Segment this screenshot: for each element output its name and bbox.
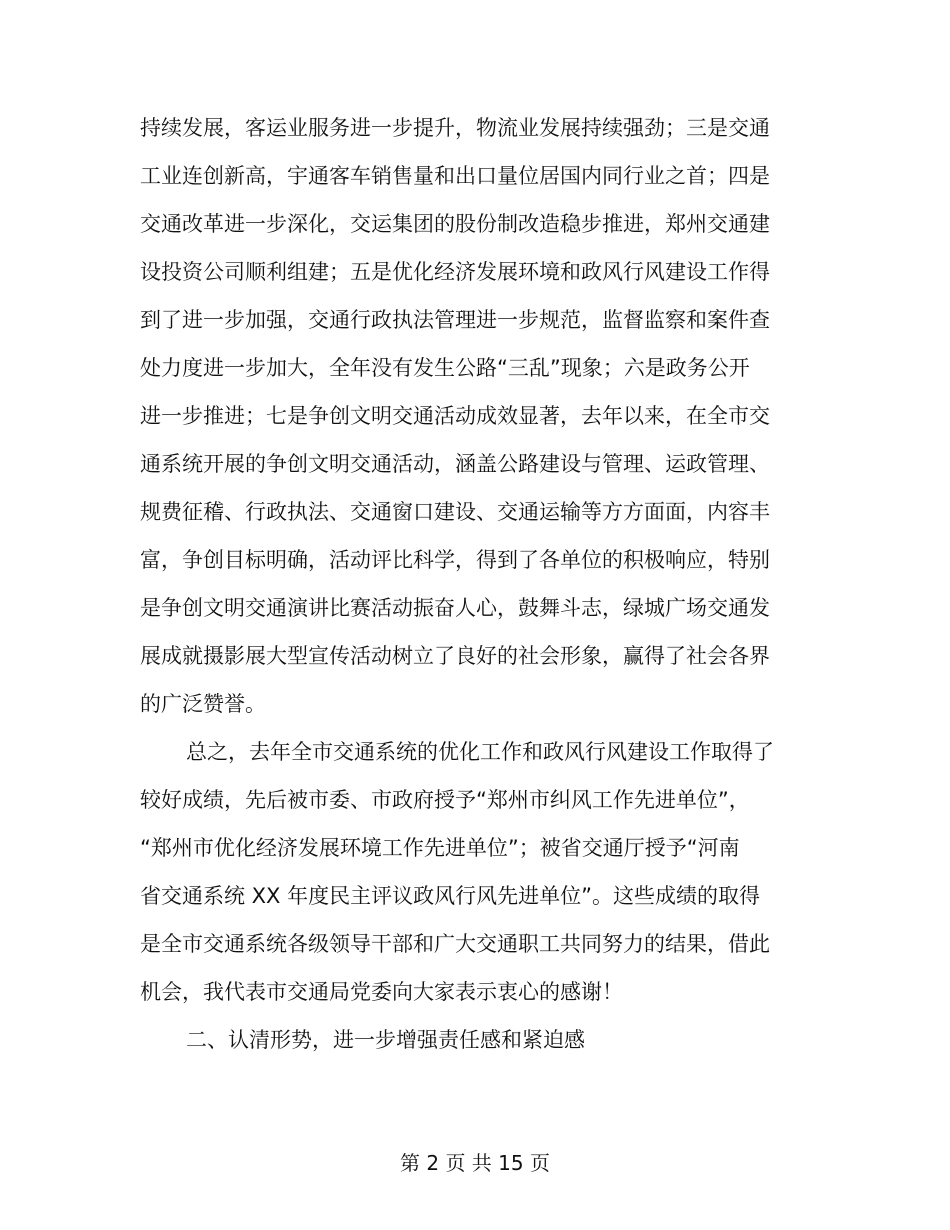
paragraph-line: 是全市交通系统各级领导干部和广大交通职工共同努力的结果，借此 — [140, 932, 770, 956]
paragraph-line: 到了进一步加强，交通行政执法管理进一步规范，监督监察和案件查 — [140, 308, 770, 332]
paragraph-line: 通系统开展的争创文明交通活动，涵盖公路建设与管理、运政管理、 — [140, 452, 770, 476]
paragraph-line: 设投资公司顺利组建；五是优化经济发展环境和政风行风建设工作得 — [140, 260, 770, 284]
paragraph-line: 交通改革进一步深化，交运集团的股份制改造稳步推进，郑州交通建 — [140, 212, 770, 236]
paragraph-line: 总之，去年全市交通系统的优化工作和政风行风建设工作取得了 — [186, 740, 774, 764]
paragraph-line: 处力度进一步加大，全年没有发生公路“三乱”现象；六是政务公开 — [140, 356, 750, 380]
paragraph-line: 展成就摄影展大型宣传活动树立了良好的社会形象，赢得了社会各界 — [140, 644, 770, 668]
paragraph-line: “郑州市优化经济发展环境工作先进单位”；被省交通厅授予“河南 — [140, 836, 740, 860]
paragraph-line: 省交通系统 XX 年度民主评议政风行风先进单位”。这些成绩的取得 — [140, 884, 760, 908]
paragraph-line: 工业连创新高，宇通客车销售量和出口量位居国内同行业之首；四是 — [140, 164, 770, 188]
paragraph-line: 机会，我代表市交通局党委向大家表示衷心的感谢！ — [140, 980, 623, 1004]
paragraph-line: 持续发展，客运业服务进一步提升，物流业发展持续强劲；三是交通 — [140, 116, 770, 140]
paragraph-line: 规费征稽、行政执法、交通窗口建设、交通运输等方方面面，内容丰 — [140, 500, 770, 524]
paragraph-line: 是争创文明交通演讲比赛活动振奋人心，鼓舞斗志，绿城广场交通发 — [140, 596, 770, 620]
page-number-footer: 第 2 页 共 15 页 — [400, 1151, 550, 1175]
paragraph-line: 的广泛赞誉。 — [140, 692, 266, 716]
paragraph-line: 较好成绩，先后被市委、市政府授予“郑州市纠风工作先进单位”， — [140, 788, 750, 812]
paragraph-line: 富，争创目标明确，活动评比科学，得到了各单位的积极响应，特别 — [140, 548, 770, 572]
paragraph-line: 进一步推进；七是争创文明交通活动成效显著，去年以来，在全市交 — [140, 404, 770, 428]
section-heading: 二、认清形势，进一步增强责任感和紧迫感 — [186, 1028, 585, 1052]
